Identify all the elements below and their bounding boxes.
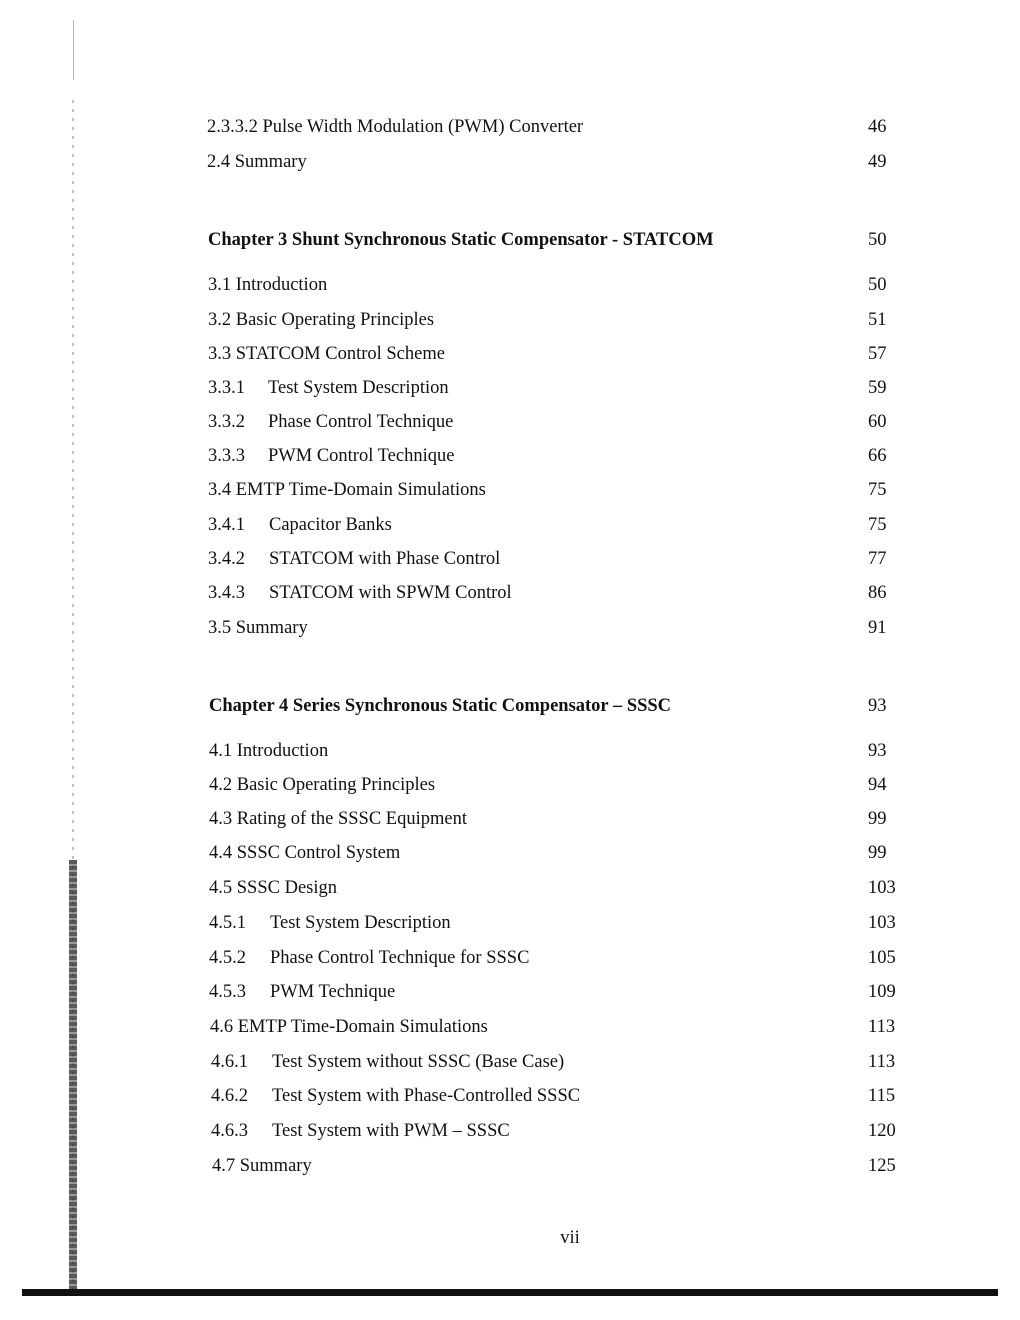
toc-entry-number: 3.3.3	[208, 446, 245, 466]
toc-entry	[0, 1152, 1020, 1180]
toc-entry-title: Test System with Phase-Controlled SSSC	[272, 1086, 581, 1106]
toc-entry-title: Test System without SSSC (Base Case)	[272, 1052, 565, 1072]
toc-subentry	[0, 408, 1020, 436]
toc-entry-page: 75	[868, 515, 887, 535]
toc-entry	[0, 839, 1020, 867]
toc-entry-page: 60	[868, 412, 887, 432]
toc-entry-page: 103	[868, 878, 896, 898]
toc-entry-title: 4.7 Summary	[212, 1156, 312, 1176]
toc-entry	[0, 771, 1020, 799]
toc-entry-page: 49	[868, 152, 887, 172]
toc-entry-page: 77	[868, 549, 887, 569]
toc-entry-page: 51	[868, 310, 887, 330]
toc-subentry	[0, 1082, 1020, 1110]
toc-chapter-heading	[0, 226, 1020, 254]
toc-chapter-title: Chapter 3 Shunt Synchronous Static Compensator - STATCOM	[208, 230, 714, 250]
toc-entry-number: 3.4.1	[208, 515, 245, 535]
scan-artifact	[73, 20, 74, 80]
toc-entry-title: 4.6 EMTP Time-Domain Simulations	[210, 1017, 488, 1037]
toc-entry-title: 2.4 Summary	[207, 152, 307, 172]
toc-entry-number: 4.6.3	[211, 1121, 248, 1141]
toc-subentry	[0, 978, 1020, 1006]
toc-entry-page: 57	[868, 344, 887, 364]
toc-entry	[0, 113, 1020, 141]
toc-entry-page: 91	[868, 618, 887, 638]
toc-chapter-title: Chapter 4 Series Synchronous Static Compensator – SSSC	[209, 696, 672, 716]
toc-entry-title: Phase Control Technique	[268, 412, 454, 432]
toc-entry	[0, 271, 1020, 299]
toc-entry-page: 75	[868, 480, 887, 500]
toc-entry-title: PWM Control Technique	[268, 446, 455, 466]
toc-entry-number: 4.5.3	[209, 982, 246, 1002]
toc-chapter-heading	[0, 692, 1020, 720]
toc-entry-number: 3.4.3	[208, 583, 245, 603]
toc-entry-page: 125	[868, 1156, 896, 1176]
toc-entry	[0, 148, 1020, 176]
toc-subentry	[0, 909, 1020, 937]
toc-entry-title: 3.5 Summary	[208, 618, 308, 638]
toc-entry-title: Test System Description	[270, 913, 451, 933]
toc-entry-page: 99	[868, 809, 887, 829]
toc-entry-page: 66	[868, 446, 887, 466]
toc-entry-page: 113	[868, 1052, 896, 1072]
toc-entry-number: 4.6.2	[211, 1086, 248, 1106]
toc-entry-title: 2.3.3.2 Pulse Width Modulation (PWM) Converter	[207, 117, 584, 137]
toc-entry	[0, 476, 1020, 504]
toc-subentry	[0, 1117, 1020, 1145]
toc-subentry	[0, 944, 1020, 972]
toc-entry-title: Phase Control Technique for SSSC	[270, 948, 530, 968]
toc-entry	[0, 805, 1020, 833]
toc-entry-title: 3.1 Introduction	[208, 275, 328, 295]
toc-entry-title: 4.5 SSSC Design	[209, 878, 337, 898]
toc-entry	[0, 306, 1020, 334]
toc-entry-page: 93	[868, 696, 887, 716]
toc-entry-title: Capacitor Banks	[269, 515, 392, 535]
toc-entry-page: 86	[868, 583, 887, 603]
toc-entry-number: 4.5.1	[209, 913, 246, 933]
toc-entry-title: STATCOM with Phase Control	[269, 549, 501, 569]
toc-entry-page: 93	[868, 741, 887, 761]
page-number: vii	[560, 1228, 580, 1248]
toc-entry-title: 4.4 SSSC Control System	[209, 843, 401, 863]
toc-entry-title: STATCOM with SPWM Control	[269, 583, 512, 603]
toc-subentry	[0, 579, 1020, 607]
toc-entry-page: 113	[868, 1017, 896, 1037]
toc-entry-page: 105	[868, 948, 896, 968]
toc-entry	[0, 737, 1020, 765]
toc-entry-title: 3.4 EMTP Time-Domain Simulations	[208, 480, 486, 500]
toc-subentry	[0, 545, 1020, 573]
toc-entry-number: 3.3.1	[208, 378, 245, 398]
toc-entry	[0, 874, 1020, 902]
toc-entry	[0, 614, 1020, 642]
toc-entry	[0, 340, 1020, 368]
toc-entry-number: 4.6.1	[211, 1052, 248, 1072]
toc-entry-number: 3.3.2	[208, 412, 245, 432]
toc-entry-title: 3.3 STATCOM Control Scheme	[208, 344, 445, 364]
toc-entry-page: 109	[868, 982, 896, 1002]
toc-entry-page: 99	[868, 843, 887, 863]
scan-bottom-border	[22, 1289, 998, 1296]
toc-entry-page: 50	[868, 230, 887, 250]
toc-subentry	[0, 511, 1020, 539]
toc-entry-page: 103	[868, 913, 896, 933]
toc-entry-title: PWM Technique	[270, 982, 396, 1002]
toc-entry-page: 115	[868, 1086, 896, 1106]
toc-entry-title: Test System with PWM – SSSC	[272, 1121, 510, 1141]
toc-entry-page: 46	[868, 117, 887, 137]
toc-entry-title: 3.2 Basic Operating Principles	[208, 310, 435, 330]
toc-entry-title: 4.3 Rating of the SSSC Equipment	[209, 809, 467, 829]
toc-entry-page: 120	[868, 1121, 896, 1141]
toc-entry-number: 4.5.2	[209, 948, 246, 968]
toc-subentry	[0, 442, 1020, 470]
toc-entry-page: 59	[868, 378, 887, 398]
toc-entry-page: 50	[868, 275, 887, 295]
toc-entry-page: 94	[868, 775, 887, 795]
toc-entry-title: Test System Description	[268, 378, 449, 398]
toc-entry-number: 3.4.2	[208, 549, 245, 569]
toc-entry-title: 4.2 Basic Operating Principles	[209, 775, 436, 795]
toc-subentry	[0, 1048, 1020, 1076]
toc-subentry	[0, 374, 1020, 402]
toc-entry-title: 4.1 Introduction	[209, 741, 329, 761]
toc-entry	[0, 1013, 1020, 1041]
